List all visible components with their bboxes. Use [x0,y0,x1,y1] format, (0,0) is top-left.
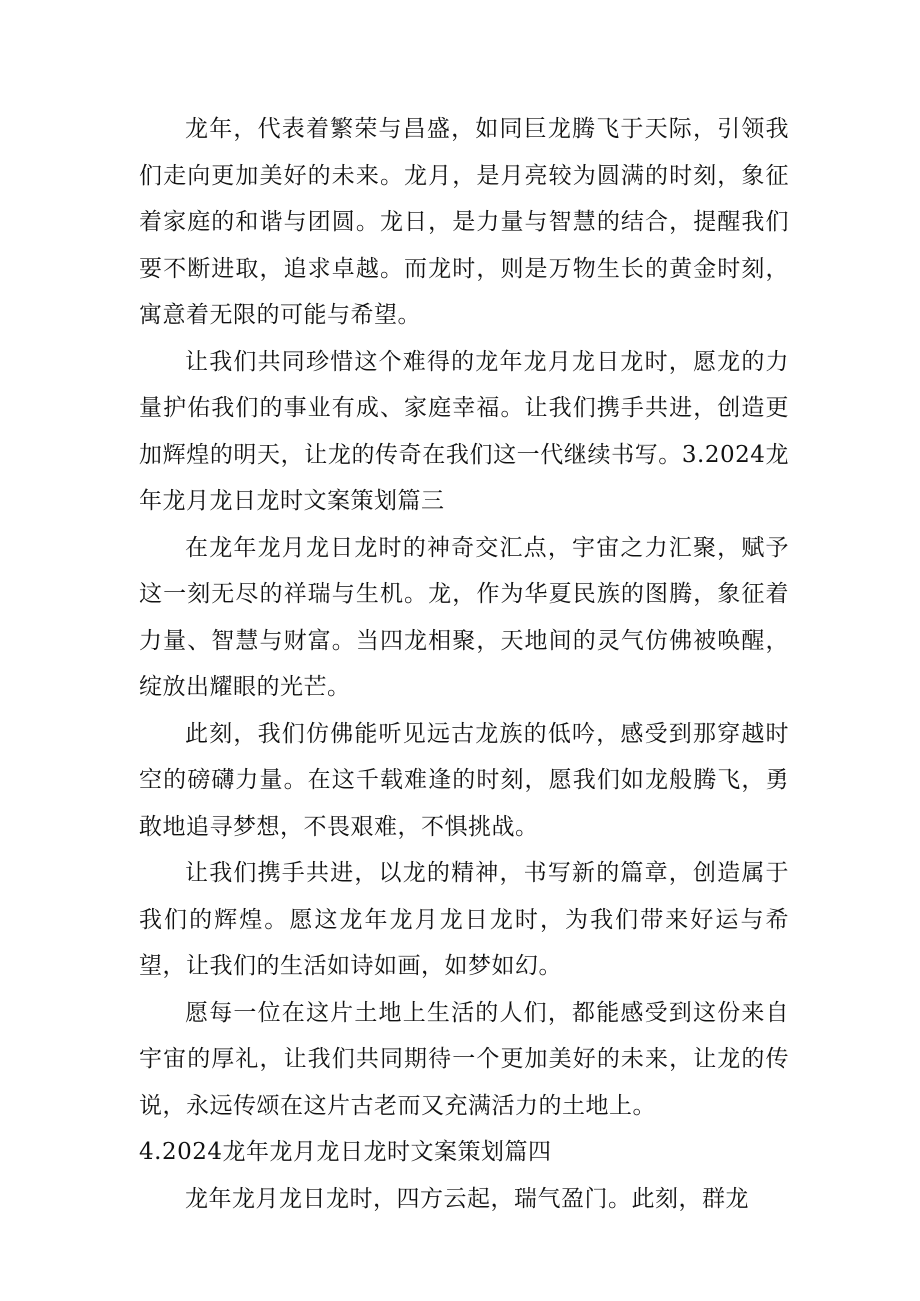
paragraph-4: 此刻，我们仿佛能听见远古龙族的低吟，感受到那穿越时空的磅礴力量。在这千载难逢的时刻，愿我们如龙般腾飞，勇敢地追寻梦想，不畏艰难，不惧挑战。 [139,720,789,840]
paragraph-1: 龙年，代表着繁荣与昌盛，如同巨龙腾飞于天际，引领我们走向更加美好的未来。龙月，是月亮较为圆满的时刻，象征着家庭的和谐与团圆。龙日，是力量与智慧的结合，提醒我们要不断进取，追求卓越。而龙时，则是万物生长的黄金时刻，寓意着无限的可能与希望。 [139,116,789,328]
section-heading: 4.2024龙年龙月龙日龙时文案策划篇四 [139,1139,552,1165]
paragraph-6: 愿每一位在这片土地上生活的人们，都能感受到这份来自宇宙的厚礼，让我们共同期待一个更加美好的未来，让龙的传说，永远传颂在这片古老而又充满活力的土地上。 [139,999,789,1119]
paragraph-7: 龙年龙月龙日龙时，四方云起，瑞气盈门。此刻，群龙 [185,1185,749,1212]
document-body [139,106,789,1222]
paragraph-2: 让我们共同珍惜这个难得的龙年龙月龙日龙时，愿龙的力量护佑我们的事业有成、家庭幸福。让我们携手共进，创造更加辉煌的明天，让龙的传奇在我们这一代继续书写。3.2024龙年龙月龙日龙时文案策划篇三 [139,348,789,514]
paragraph-3: 在龙年龙月龙日龙时的神奇交汇点，宇宙之力汇聚，赋予这一刻无尽的祥瑞与生机。龙，作为华夏民族的图腾，象征着力量、智慧与财富。当四龙相聚，天地间的灵气仿佛被唤醒，绽放出耀眼的光芒。 [139,534,789,700]
paragraph-5: 让我们携手共进，以龙的精神，书写新的篇章，创造属于我们的辉煌。愿这龙年龙月龙日龙时，为我们带来好运与希望，让我们的生活如诗如画，如梦如幻。 [139,860,789,979]
